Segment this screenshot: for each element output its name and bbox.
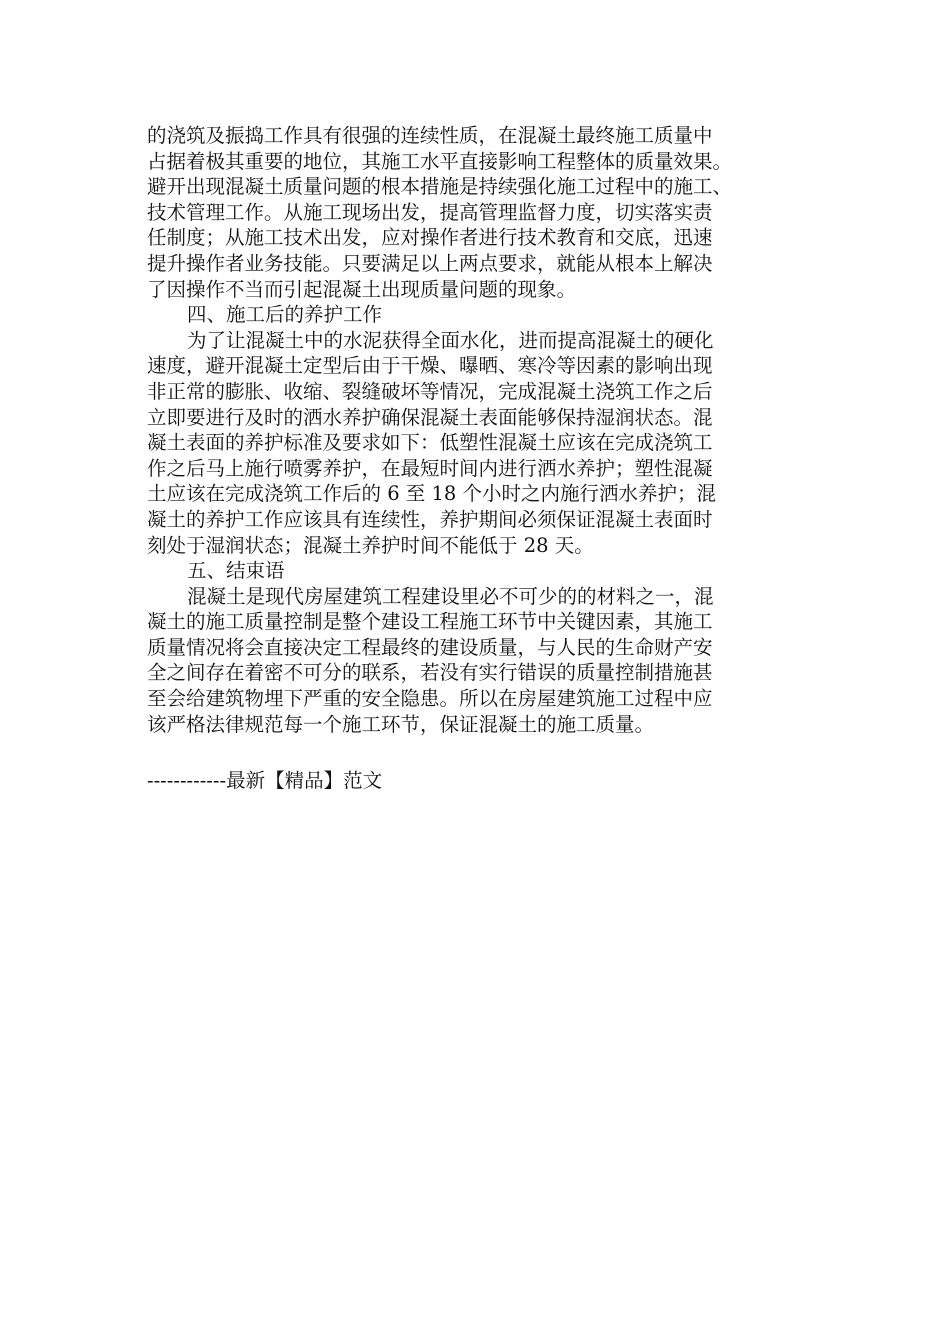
body-line: 刻处于湿润状态；混凝土养护时间不能低于 28 天。 (147, 533, 594, 557)
body-line: 了因操作不当而引起混凝土出现质量问题的现象。 (147, 277, 577, 301)
section-heading: 五、结束语 (187, 559, 285, 583)
body-line: 避开出现混凝土质量问题的根本措施是持续强化施工过程中的施工、 (147, 175, 733, 199)
body-line: 立即要进行及时的洒水养护确保混凝土表面能够保持湿润状态。混 (147, 405, 713, 429)
section-heading: 四、施工后的养护工作 (187, 303, 383, 327)
body-line: 凝土的养护工作应该具有连续性，养护期间必须保证混凝土表面时 (147, 507, 713, 531)
body-line: 任制度；从施工技术出发，应对操作者进行技术教育和交底，迅速 (147, 226, 713, 250)
body-line: 提升操作者业务技能。只要满足以上两点要求，就能从根本上解决 (147, 251, 713, 275)
body-line: 凝土的施工质量控制是整个建设工程施工环节中关键因素，其施工 (147, 610, 713, 634)
body-line: 该严格法律规范每一个施工环节，保证混凝土的施工质量。 (147, 712, 655, 736)
footer-text: ------------最新【精品】范文 (147, 769, 383, 792)
body-line: 占据着极其重要的地位，其施工水平直接影响工程整体的质量效果。 (147, 149, 733, 173)
body-line: 质量情况将会直接决定工程最终的建设质量，与人民的生命财产安 (147, 635, 713, 659)
body-line: 速度，避开混凝土定型后由于干燥、曝晒、寒冷等因素的影响出现 (147, 354, 713, 378)
body-line: 凝土表面的养护标准及要求如下：低塑性混凝土应该在完成浇筑工 (147, 431, 713, 455)
body-line: 作之后马上施行喷雾养护，在最短时间内进行洒水养护；塑性混凝 (147, 456, 713, 480)
body-line: 至会给建筑物埋下严重的安全隐患。所以在房屋建筑施工过程中应 (147, 687, 713, 711)
body-line: 非正常的膨胀、收缩、裂缝破坏等情况，完成混凝土浇筑工作之后 (147, 379, 713, 403)
body-line: 土应该在完成浇筑工作后的 6 至 18 个小时之内施行洒水养护；混 (147, 482, 717, 506)
document-body (147, 123, 802, 737)
body-line: 全之间存在着密不可分的联系，若没有实行错误的质量控制措施甚 (147, 661, 713, 685)
body-line: 为了让混凝土中的水泥获得全面水化，进而提高混凝土的硬化 (187, 328, 714, 352)
body-line: 的浇筑及振捣工作具有很强的连续性质，在混凝土最终施工质量中 (147, 124, 713, 147)
body-line: 技术管理工作。从施工现场出发，提高管理监督力度，切实落实责 (147, 200, 713, 224)
body-line: 混凝土是现代房屋建筑工程建设里必不可少的的材料之一，混 (187, 584, 714, 608)
